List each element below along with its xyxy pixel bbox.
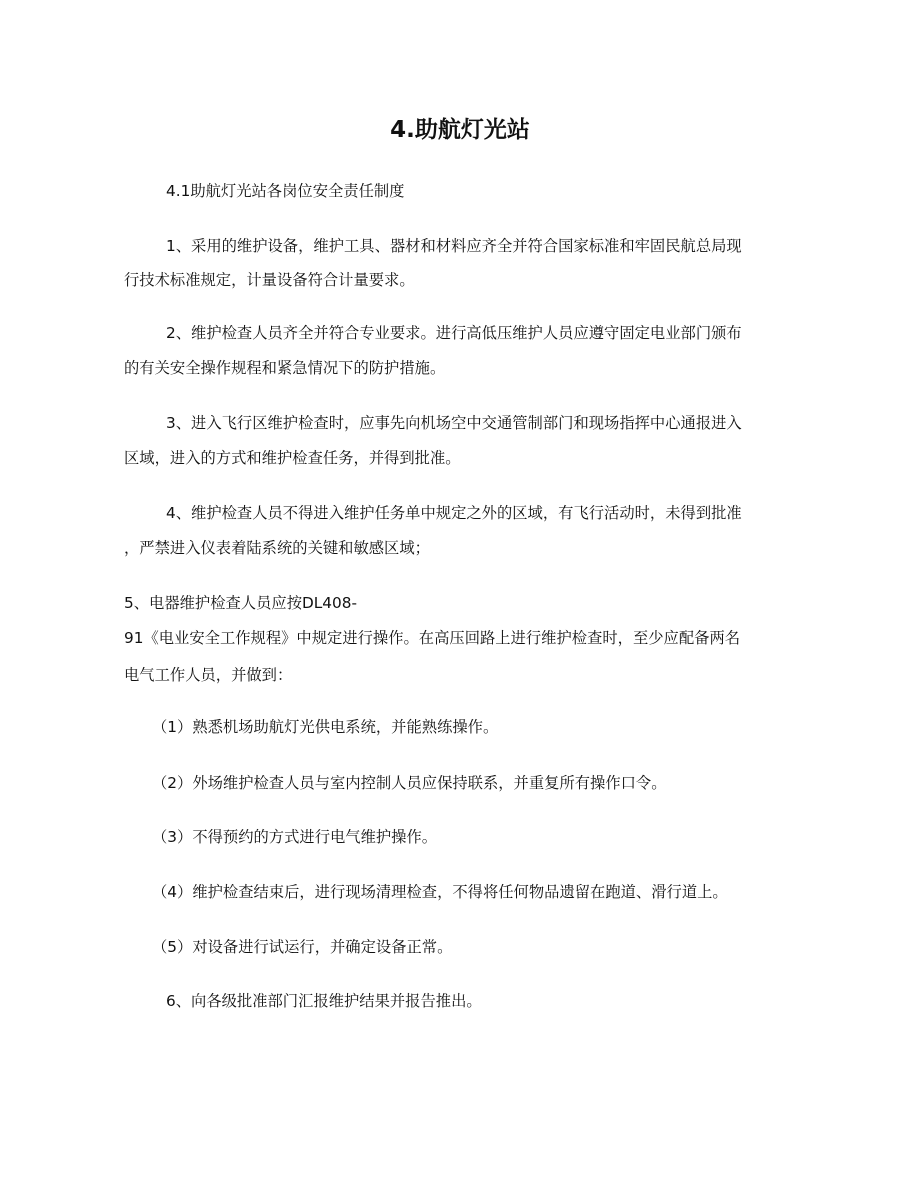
item-line: 电气工作人员，并做到： bbox=[124, 666, 293, 684]
item-line: 1、采用的维护设备，维护工具、器材和材料应齐全并符合国家标准和牢固民航总局现 bbox=[166, 237, 742, 255]
item-line: 91《电业安全工作规程》中规定进行操作。在高压回路上进行维护检查时，至少应配备两名 bbox=[124, 629, 741, 647]
section-heading: 4.1助航灯光站各岗位安全责任制度 bbox=[166, 182, 405, 200]
document-title: 4.助航灯光站 bbox=[390, 117, 530, 143]
subitem: （4）维护检查结束后，进行现场清理检查，不得将任何物品遗留在跑道、滑行道上。 bbox=[152, 883, 728, 901]
item-line: 2、维护检查人员齐全并符合专业要求。进行高低压维护人员应遵守固定电业部门颁布 bbox=[166, 324, 742, 342]
item-line: 3、进入飞行区维护检查时，应事先向机场空中交通管制部门和现场指挥中心通报进入 bbox=[166, 414, 742, 432]
subitem: （1）熟悉机场助航灯光供电系统，并能熟练操作。 bbox=[152, 718, 499, 736]
item-line: ，严禁进入仪表着陆系统的关键和敏感区域； bbox=[124, 539, 430, 557]
item-line: 4、维护检查人员不得进入维护任务单中规定之外的区域，有飞行活动时，未得到批准 bbox=[166, 504, 742, 522]
item-6: 6、向各级批准部门汇报维护结果并报告推出。 bbox=[166, 992, 482, 1010]
subitem: （2）外场维护检查人员与室内控制人员应保持联系，并重复所有操作口令。 bbox=[152, 774, 667, 792]
subitem: （5）对设备进行试运行，并确定设备正常。 bbox=[152, 938, 453, 956]
item-line: 5、电器维护检查人员应按DL408- bbox=[124, 594, 358, 612]
item-line: 的有关安全操作规程和紧急情况下的防护措施。 bbox=[124, 359, 446, 377]
item-line: 区域，进入的方式和维护检查任务，并得到批准。 bbox=[124, 449, 461, 467]
subitem: （3）不得预约的方式进行电气维护操作。 bbox=[152, 828, 438, 846]
item-line: 行技术标准规定，计量设备符合计量要求。 bbox=[124, 271, 415, 289]
